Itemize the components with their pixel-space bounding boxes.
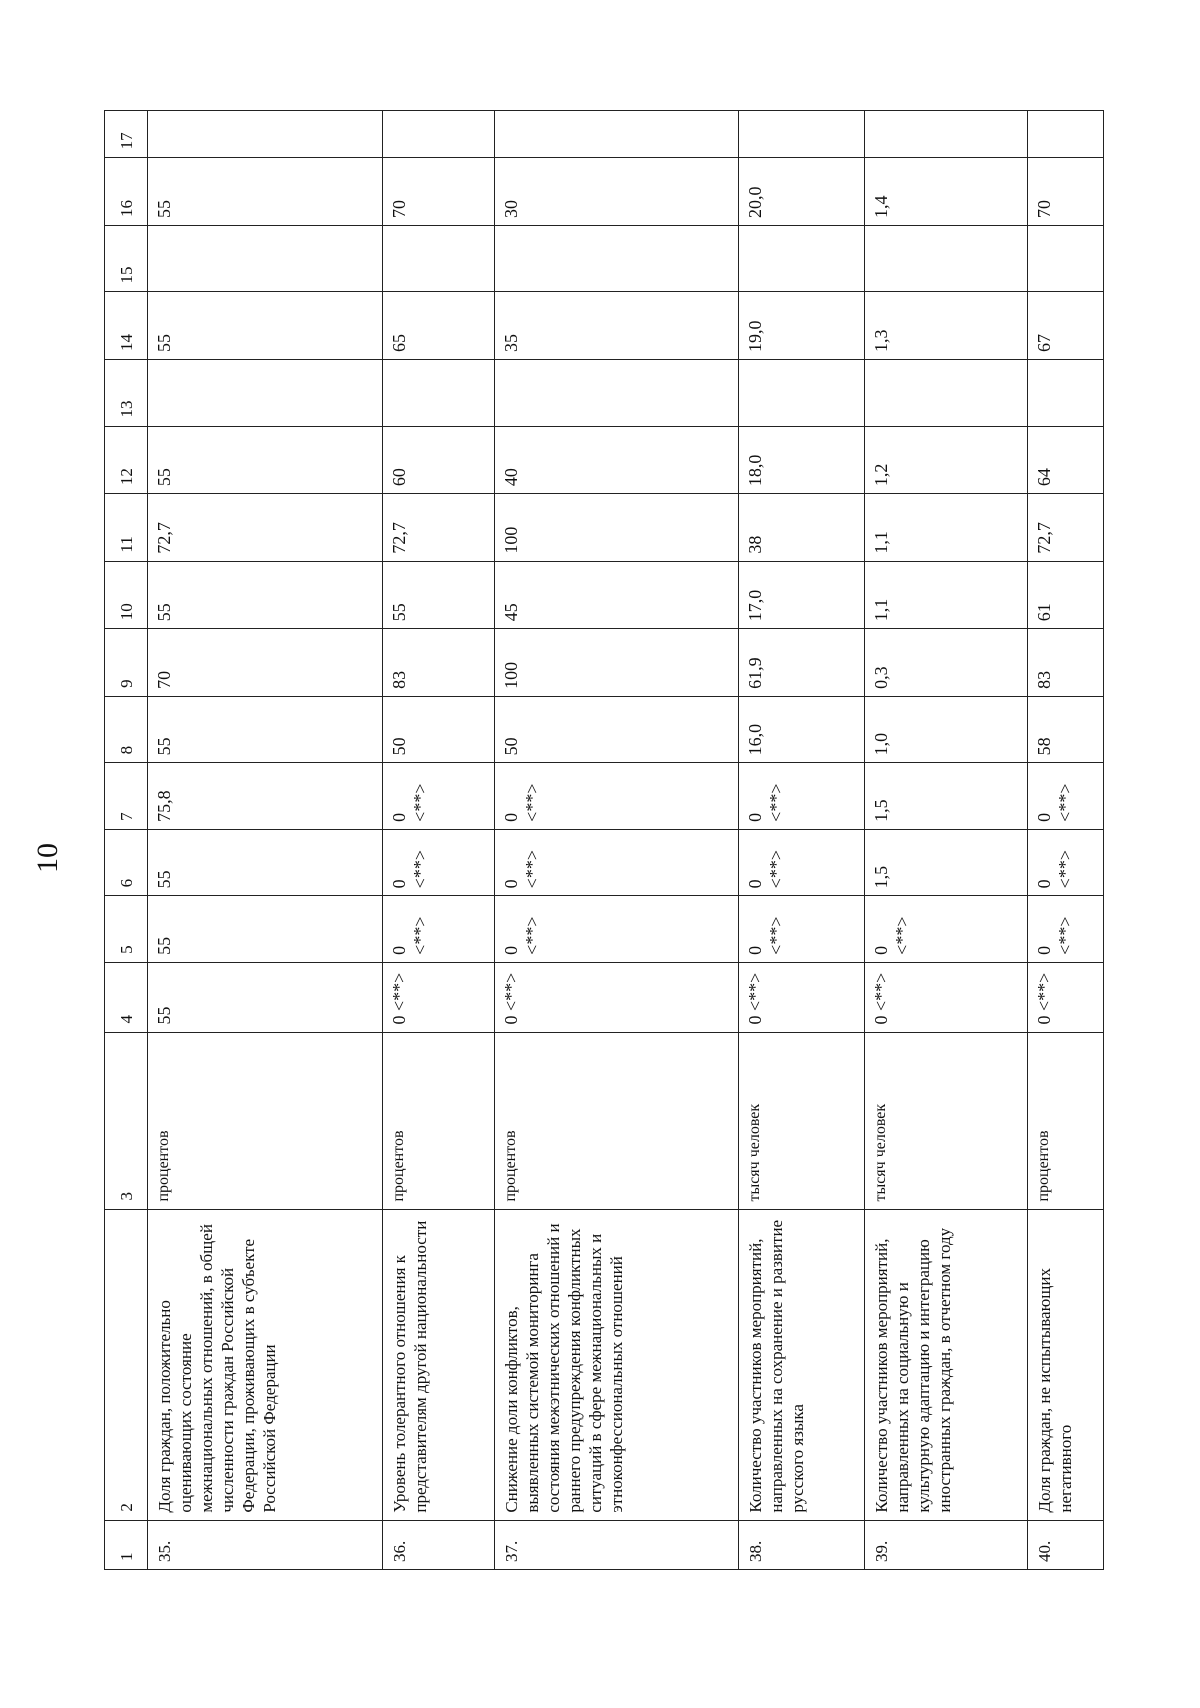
- value-cell: 72,7: [1027, 494, 1103, 562]
- value-cell: 38: [738, 494, 865, 562]
- col-header-10: 10: [105, 561, 148, 629]
- value-cell: 0 <**>: [738, 962, 865, 1032]
- value-cell: 58: [1027, 696, 1103, 763]
- value-cell: 70: [1027, 158, 1103, 226]
- indicators-table: [104, 110, 1104, 1570]
- indicator-name: Доля граждан, не испытывающих негативного: [1027, 1209, 1103, 1520]
- indicator-name: Доля граждан, положительно оценивающих состояние межнациональных отношений, в общей численности граждан Российской Федерации, проживающих в субъекте Российской Федерации: [148, 1209, 383, 1520]
- value-cell: 72,7: [148, 494, 383, 562]
- value-cell: [495, 360, 739, 427]
- value-cell: [495, 111, 739, 158]
- value-cell: 1,5: [865, 829, 1027, 896]
- table-row: [383, 111, 495, 1570]
- value-cell: 83: [383, 629, 495, 697]
- value-cell: [148, 111, 383, 158]
- table-row: [865, 111, 1027, 1570]
- value-cell: 0 <**>: [1027, 896, 1103, 963]
- col-header-16: 16: [105, 158, 148, 226]
- col-header-17: 17: [105, 111, 148, 158]
- col-header-5: 5: [105, 896, 148, 963]
- col-header-3: 3: [105, 1032, 148, 1209]
- col-header-9: 9: [105, 629, 148, 697]
- row-number: 36.: [383, 1520, 495, 1569]
- value-cell: 72,7: [383, 494, 495, 562]
- row-number: 38.: [738, 1520, 865, 1569]
- unit-cell: тысяч человек: [865, 1032, 1027, 1209]
- value-cell: 0 <**>: [865, 896, 1027, 963]
- table-row: [148, 111, 383, 1570]
- value-cell: 0 <**>: [383, 763, 495, 830]
- table-row: [738, 111, 865, 1570]
- value-cell: 17,0: [738, 561, 865, 629]
- value-cell: 55: [148, 158, 383, 226]
- value-cell: 1,1: [865, 561, 1027, 629]
- value-cell: 1,3: [865, 292, 1027, 360]
- value-cell: 55: [148, 829, 383, 896]
- col-header-12: 12: [105, 426, 148, 494]
- value-cell: 0 <**>: [495, 962, 739, 1032]
- value-cell: 0,3: [865, 629, 1027, 697]
- value-cell: 0 <**>: [738, 763, 865, 830]
- value-cell: 30: [495, 158, 739, 226]
- value-cell: 100: [495, 494, 739, 562]
- value-cell: 0 <**>: [383, 962, 495, 1032]
- col-header-4: 4: [105, 962, 148, 1032]
- value-cell: 50: [383, 696, 495, 763]
- col-header-11: 11: [105, 494, 148, 562]
- value-cell: 55: [383, 561, 495, 629]
- value-cell: 0 <**>: [738, 896, 865, 963]
- indicator-name: Уровень толерантного отношения к представителям другой национальности: [383, 1209, 495, 1520]
- value-cell: 0 <**>: [1027, 763, 1103, 830]
- value-cell: 35: [495, 292, 739, 360]
- value-cell: [1027, 225, 1103, 292]
- row-number: 37.: [495, 1520, 739, 1569]
- value-cell: 0 <**>: [495, 896, 739, 963]
- value-cell: [738, 360, 865, 427]
- value-cell: 70: [148, 629, 383, 697]
- value-cell: [865, 225, 1027, 292]
- indicator-name: Количество участников мероприятий, направленных на социальную и культурную адаптацию и интеграцию иностранных граждан, в отчетном году: [865, 1209, 1027, 1520]
- value-cell: 55: [148, 561, 383, 629]
- value-cell: 0 <**>: [495, 829, 739, 896]
- value-cell: 50: [495, 696, 739, 763]
- value-cell: 19,0: [738, 292, 865, 360]
- value-cell: 61,9: [738, 629, 865, 697]
- unit-cell: процентов: [383, 1032, 495, 1209]
- rotated-table: [104, 110, 1104, 1570]
- value-cell: [383, 225, 495, 292]
- value-cell: 20,0: [738, 158, 865, 226]
- value-cell: [865, 360, 1027, 427]
- header-row: [105, 111, 148, 1570]
- value-cell: 67: [1027, 292, 1103, 360]
- value-cell: 0 <**>: [1027, 962, 1103, 1032]
- unit-cell: процентов: [1027, 1032, 1103, 1209]
- value-cell: 55: [148, 962, 383, 1032]
- value-cell: 16,0: [738, 696, 865, 763]
- value-cell: 0 <**>: [383, 896, 495, 963]
- col-header-15: 15: [105, 225, 148, 292]
- value-cell: 100: [495, 629, 739, 697]
- value-cell: 0 <**>: [738, 829, 865, 896]
- row-number: 40.: [1027, 1520, 1103, 1569]
- value-cell: 0 <**>: [1027, 829, 1103, 896]
- unit-cell: процентов: [148, 1032, 383, 1209]
- value-cell: 55: [148, 426, 383, 494]
- col-header-7: 7: [105, 763, 148, 830]
- value-cell: [495, 225, 739, 292]
- value-cell: 65: [383, 292, 495, 360]
- indicator-name: Количество участников мероприятий, направленных на сохранение и развитие русского языка: [738, 1209, 865, 1520]
- value-cell: 0 <**>: [495, 763, 739, 830]
- col-header-2: 2: [105, 1209, 148, 1520]
- value-cell: [383, 111, 495, 158]
- value-cell: [383, 360, 495, 427]
- value-cell: [1027, 360, 1103, 427]
- value-cell: 1,2: [865, 426, 1027, 494]
- value-cell: 61: [1027, 561, 1103, 629]
- unit-cell: процентов: [495, 1032, 739, 1209]
- value-cell: [738, 225, 865, 292]
- table-row: [1027, 111, 1103, 1570]
- value-cell: 1,0: [865, 696, 1027, 763]
- row-number: 35.: [148, 1520, 383, 1569]
- value-cell: 55: [148, 896, 383, 963]
- table-container: [104, 110, 1104, 1570]
- value-cell: 60: [383, 426, 495, 494]
- value-cell: [738, 111, 865, 158]
- value-cell: [148, 360, 383, 427]
- indicator-name: Снижение доли конфликтов, выявленных системой мониторинга состояния межэтнических отношений и раннего предупреждения конфликтных ситуаций в сфере межнациональных и этноконфессиональных отношений: [495, 1209, 739, 1520]
- value-cell: 0 <**>: [865, 962, 1027, 1032]
- page-number: 10: [31, 843, 64, 873]
- value-cell: 0 <**>: [383, 829, 495, 896]
- value-cell: 18,0: [738, 426, 865, 494]
- col-header-1: 1: [105, 1520, 148, 1569]
- value-cell: [865, 111, 1027, 158]
- table-row: [495, 111, 739, 1570]
- row-number: 39.: [865, 1520, 1027, 1569]
- value-cell: 70: [383, 158, 495, 226]
- col-header-8: 8: [105, 696, 148, 763]
- value-cell: 40: [495, 426, 739, 494]
- col-header-14: 14: [105, 292, 148, 360]
- value-cell: [148, 225, 383, 292]
- value-cell: 55: [148, 292, 383, 360]
- value-cell: 55: [148, 696, 383, 763]
- value-cell: 1,1: [865, 494, 1027, 562]
- col-header-6: 6: [105, 829, 148, 896]
- col-header-13: 13: [105, 360, 148, 427]
- value-cell: [1027, 111, 1103, 158]
- value-cell: 1,5: [865, 763, 1027, 830]
- value-cell: 83: [1027, 629, 1103, 697]
- value-cell: 75,8: [148, 763, 383, 830]
- value-cell: 45: [495, 561, 739, 629]
- unit-cell: тысяч человек: [738, 1032, 865, 1209]
- value-cell: 1,4: [865, 158, 1027, 226]
- value-cell: 64: [1027, 426, 1103, 494]
